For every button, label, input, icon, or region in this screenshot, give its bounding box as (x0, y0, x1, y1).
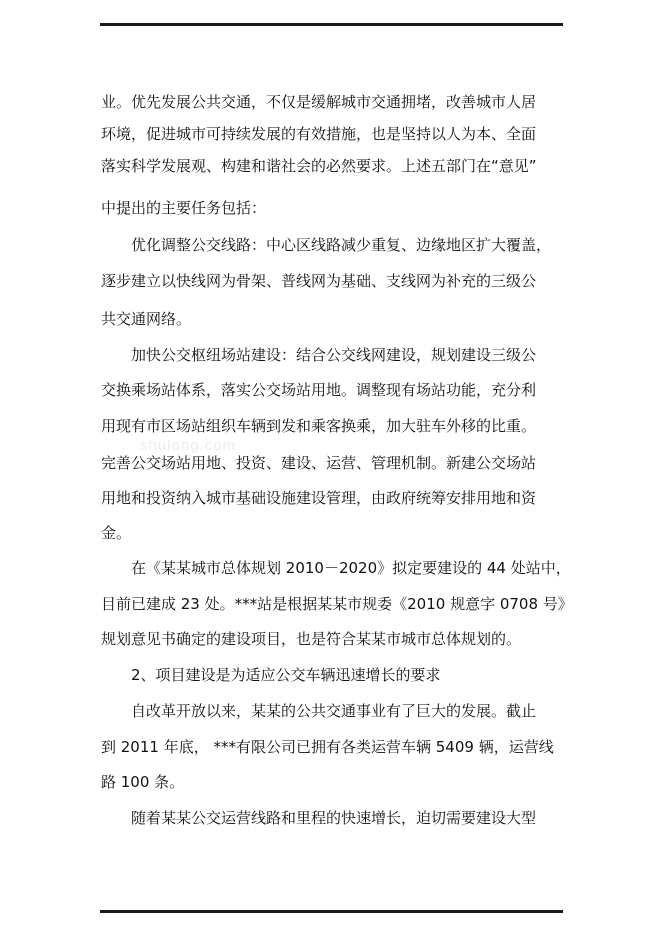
text-line: 落实科学发展观、构建和谐社会的必然要求。上述五部门在“意见” (101, 157, 537, 175)
footer-rule (100, 910, 563, 913)
section-heading: 2、项目建设是为适应公交车辆迅速增长的要求 (131, 666, 441, 684)
text-line: 规划意见书确定的建设项目，也是符合某某市城市总体规划的。 (101, 630, 522, 648)
text-line: 业。优先发展公共交通，不仅是缓解城市交通拥堵，改善城市人居 (101, 93, 537, 111)
text-line: 用现有市区场站组织车辆到发和乘客换乘，加大驻车外移的比重。 (101, 417, 537, 435)
header-rule (100, 23, 563, 26)
text-line: 随着某某公交运营线路和里程的快速增长，迫切需要建设大型 (131, 809, 537, 827)
text-line: 金。 (101, 524, 132, 542)
text-line: 目前已建成 23 处。***站是根据某某市规委《2010 规意字 0708 号》 (101, 595, 573, 613)
watermark: shulong.com (140, 437, 237, 454)
text-line: 加快公交枢纽场站建设：结合公交线网建设，规划建设三级公 (131, 346, 537, 364)
text-line: 路 100 条。 (101, 773, 185, 791)
text-line: 完善公交场站用地、投资、建设、运营、管理机制。新建公交场站 (101, 454, 537, 472)
text-line: 优化调整公交线路：中心区线路减少重复、边缘地区扩大覆盖， (131, 236, 552, 254)
text-line: 逐步建立以快线网为骨架、普线网为基础、支线网为补充的三级公 (101, 272, 537, 290)
text-line: 中提出的主要任务包括： (101, 199, 267, 217)
text-line: 在《某某城市总体规划 2010－2020》拟定要建设的 44 处站中， (131, 559, 571, 577)
text-line: 到 2011 年底， ***有限公司已拥有各类运营车辆 5409 辆，运营线 (101, 738, 554, 756)
text-line: 自改革开放以来，某某的公共交通事业有了巨大的发展。截止 (131, 702, 537, 720)
text-line: 环境，促进城市可持续发展的有效措施，也是坚持以人为本、全面 (101, 125, 537, 143)
text-line: 用地和投资纳入城市基础设施建设管理，由政府统筹安排用地和资 (101, 489, 537, 507)
text-line: 共交通网络。 (101, 310, 192, 328)
text-line: 交换乘场站体系，落实公交场站用地。调整现有场站功能，充分利 (101, 381, 537, 399)
